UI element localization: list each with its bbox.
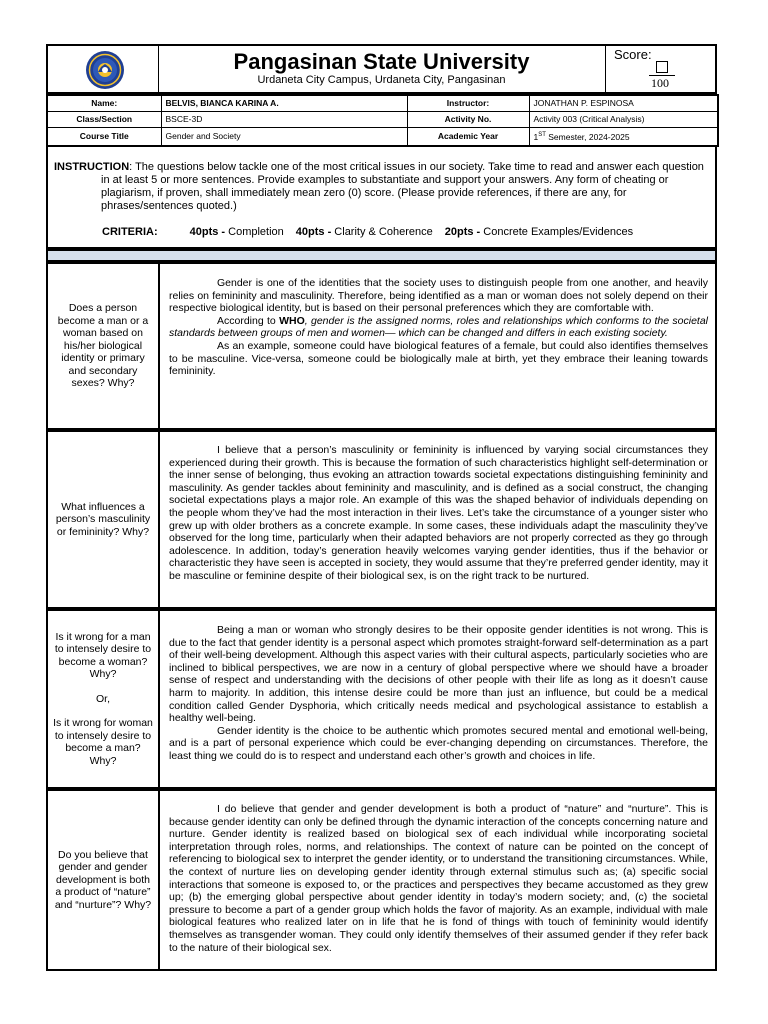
instructor-label: Instructor: — [407, 95, 529, 112]
answer-1-paragraph-1: Gender is one of the identities that the society uses to distinguish people from one another, and heavily relies on femininity and masculinity. Therefore, being identified as a man or woman does not solely depend on their respective biological identity, but is based on their personal preferences which they are comfortable with. — [169, 277, 708, 315]
year-value — [529, 128, 718, 146]
campus-address: Urdaneta City Campus, Urdaneta City, Pangasinan — [257, 74, 506, 86]
criterion-3-text: Concrete Examples/Evidences — [480, 226, 634, 238]
answer-3-paragraph-2: Gender identity is the choice to be authentic which promotes secured mental and emotional well-being, and is a part of personal experience which could be ever-changing depending on circumstances. Therefore, the least thing we could do is to respect and understand each other’s growth and choices in life. — [169, 724, 708, 762]
year-sup: ST — [538, 132, 546, 138]
answer-1-paragraph-2 — [169, 315, 708, 340]
university-name: Pangasinan State University — [233, 49, 530, 74]
answer-2 — [162, 432, 715, 607]
name-label: Name: — [47, 95, 161, 112]
instruction-text — [54, 161, 704, 213]
class-label: Class/Section — [47, 112, 161, 128]
instruction-label: INSTRUCTION — [54, 161, 130, 173]
instructor-value: JONATHAN P. ESPINOSA — [529, 95, 718, 112]
question-row-3 — [46, 609, 717, 789]
criterion-1-text: Completion — [225, 226, 284, 238]
answer-3 — [162, 611, 715, 787]
question-2: What influences a person’s masculinity or femininity? Why? — [48, 432, 160, 607]
criteria-line — [102, 226, 633, 239]
criterion-1-points: 40pts - — [189, 226, 226, 238]
criterion-2-points: 40pts - — [295, 226, 332, 238]
question-4: Do you believe that gender and gender development is both a product of “nature” and “nurture”? Why? — [48, 791, 160, 969]
criterion-2-text: Clarity & Coherence — [331, 226, 433, 238]
year-num: 1 — [533, 131, 539, 142]
activity-label: Activity No. — [407, 112, 529, 128]
year-label: Academic Year — [407, 128, 529, 146]
class-value: BSCE-3D — [161, 112, 407, 128]
criteria-label: CRITERIA: — [102, 226, 158, 238]
answer-1-who-pre: According to — [217, 314, 280, 327]
activity-value: Activity 003 (Critical Analysis) — [529, 112, 718, 128]
instruction-box — [46, 145, 717, 249]
header — [46, 44, 717, 94]
question-3a: Is it wrong for a man to intensely desire to become a woman? Why? — [54, 630, 152, 681]
score-cell — [605, 46, 716, 92]
logo-cell — [48, 46, 159, 92]
answer-4-paragraph-1: I do believe that gender and gender development is both a product of “nature” and “nurture”. This is because gender identity can only be defined through the dynamic interaction of the concepts concerning nature and nurture. Gender identity is realized based on biological sex of each individual while incorporating societal interpretation through roles, norms, and relationships. The context of nature can be pointed on the concept of referencing to biological sex to interpret the gender identity, or to understand the transitioning circumstances. While, the context of nurture lies on developing gender identity through external stimulus such as; (a) specific social interactions that someone is exposed to, or the practices and perspectives they became accustomed as they grew up; (b) the emerging global perspective about gender identity in today’s modern society; and, (c) the societal pressure to become a part of a gender group which holds the favor of majority. As an example, individual with male biological features who realized later on in life that he is fond of things with touch of femininity would identify themselves as transgender woman. They could only identify themselves of their assumed gender if they refer back to the nature of their biological sex. — [169, 803, 708, 954]
year-rest: Semester, 2024-2025 — [545, 131, 630, 142]
course-label: Course Title — [47, 128, 161, 146]
question-3b: Is it wrong for woman to intensely desire to become a man? Why? — [53, 717, 153, 767]
course-value: Gender and Society — [161, 128, 407, 146]
score-max: 100 — [651, 76, 669, 90]
score-input-box[interactable] — [656, 61, 668, 73]
question-1: Does a person become a man or a woman based on his/her biological identity or primary and secondary sexes? Why? — [48, 264, 160, 428]
title-cell — [158, 46, 605, 92]
name-value: BELVIS, BIANCA KARINA A. — [161, 95, 407, 112]
answer-1 — [162, 264, 715, 428]
answer-1-paragraph-3: As an example, someone could have biological features of a female, but could also identifies themselves to be masculine. Vice-versa, someone could be biologically male at birth, yet they embrace their leaning towards femininity. — [169, 339, 708, 378]
criterion-3-points: 20pts - — [444, 226, 481, 238]
answer-2-paragraph-1: I believe that a person’s masculinity or femininity is influenced by varying social circumstances they experienced during their growth. This is because the formation of such characteristics highlight self-determination or the inner sense of belonging, thus evoking an attraction towards societal expectations distinguishing femininity and masculinity. As gender tackles about femininity and masculinity, and is defined as a social construct, the changing societal expectations plays a major role. An example of this was the shaped behavior of individuals depending on the people whom they’ve had the most interaction in their lives. Let’s take the circumstance of a younger sister who grew up with older brothers as a concrete example. In some cases, these individuals adapt the masculinity they’ve observed for the long time, particularly when their adapted behaviors are not properly corrected as they go through adolescence. In addition, today’s generation heavily welcomes varying gender identities, thus if the behavior or characteristic they have seen is accepted in society, they would assume that they’re preferred gender identity, may it be masculine or feminine despite of their biological sex, is on the right track to be nurtured. — [169, 444, 708, 582]
answer-1-who-quote: , gender is the assigned norms, roles and relationships which conforms to the societal standards between groups of men and women— which can be changed and differs in each existing society. — [169, 314, 708, 340]
question-row-2 — [46, 430, 717, 609]
answer-4 — [162, 791, 715, 969]
answer-1-who: WHO — [279, 314, 305, 327]
separator-band — [46, 249, 717, 262]
instruction-body: : The questions below tackle one of the most critical issues in our society. Take time to read and answer each question in at least 5 or more sentences. Provide examples to substantiate and support your answers. Any form of cheating or plagiarism, if proven, shall immediately mean zero (0) score. (Please provide references, if there are any, for phrases/sentences quoted.) — [101, 161, 704, 212]
question-row-4 — [46, 789, 717, 971]
activity-sheet — [46, 44, 717, 971]
question-row-1 — [46, 262, 717, 430]
score-label: Score: — [614, 47, 652, 62]
university-seal-icon — [85, 50, 125, 90]
student-info-table — [46, 94, 719, 147]
question-3 — [48, 611, 160, 787]
question-3-or: Or, — [95, 692, 110, 705]
answer-3-paragraph-1: Being a man or woman who strongly desires to be their opposite gender identities is not wrong. This is due to the fact that gender identity is a personal aspect which promotes straight-forward self-determination as a part of their well-being development. Although this aspect varies with their cultural aspects, particularly societies who are inclined to biblical perspectives, we are now in a century of global perspective where we should have a broader sense of respect and understanding with the decisions of other people with their life as long as it doesn’t cause harm to majority. In addition, this intense desire could be more than just an influence, but could be a medical condition called Gender Dysphoria, which critically needs medical and psychological assistance to establish a healthy well-being. — [169, 624, 708, 725]
